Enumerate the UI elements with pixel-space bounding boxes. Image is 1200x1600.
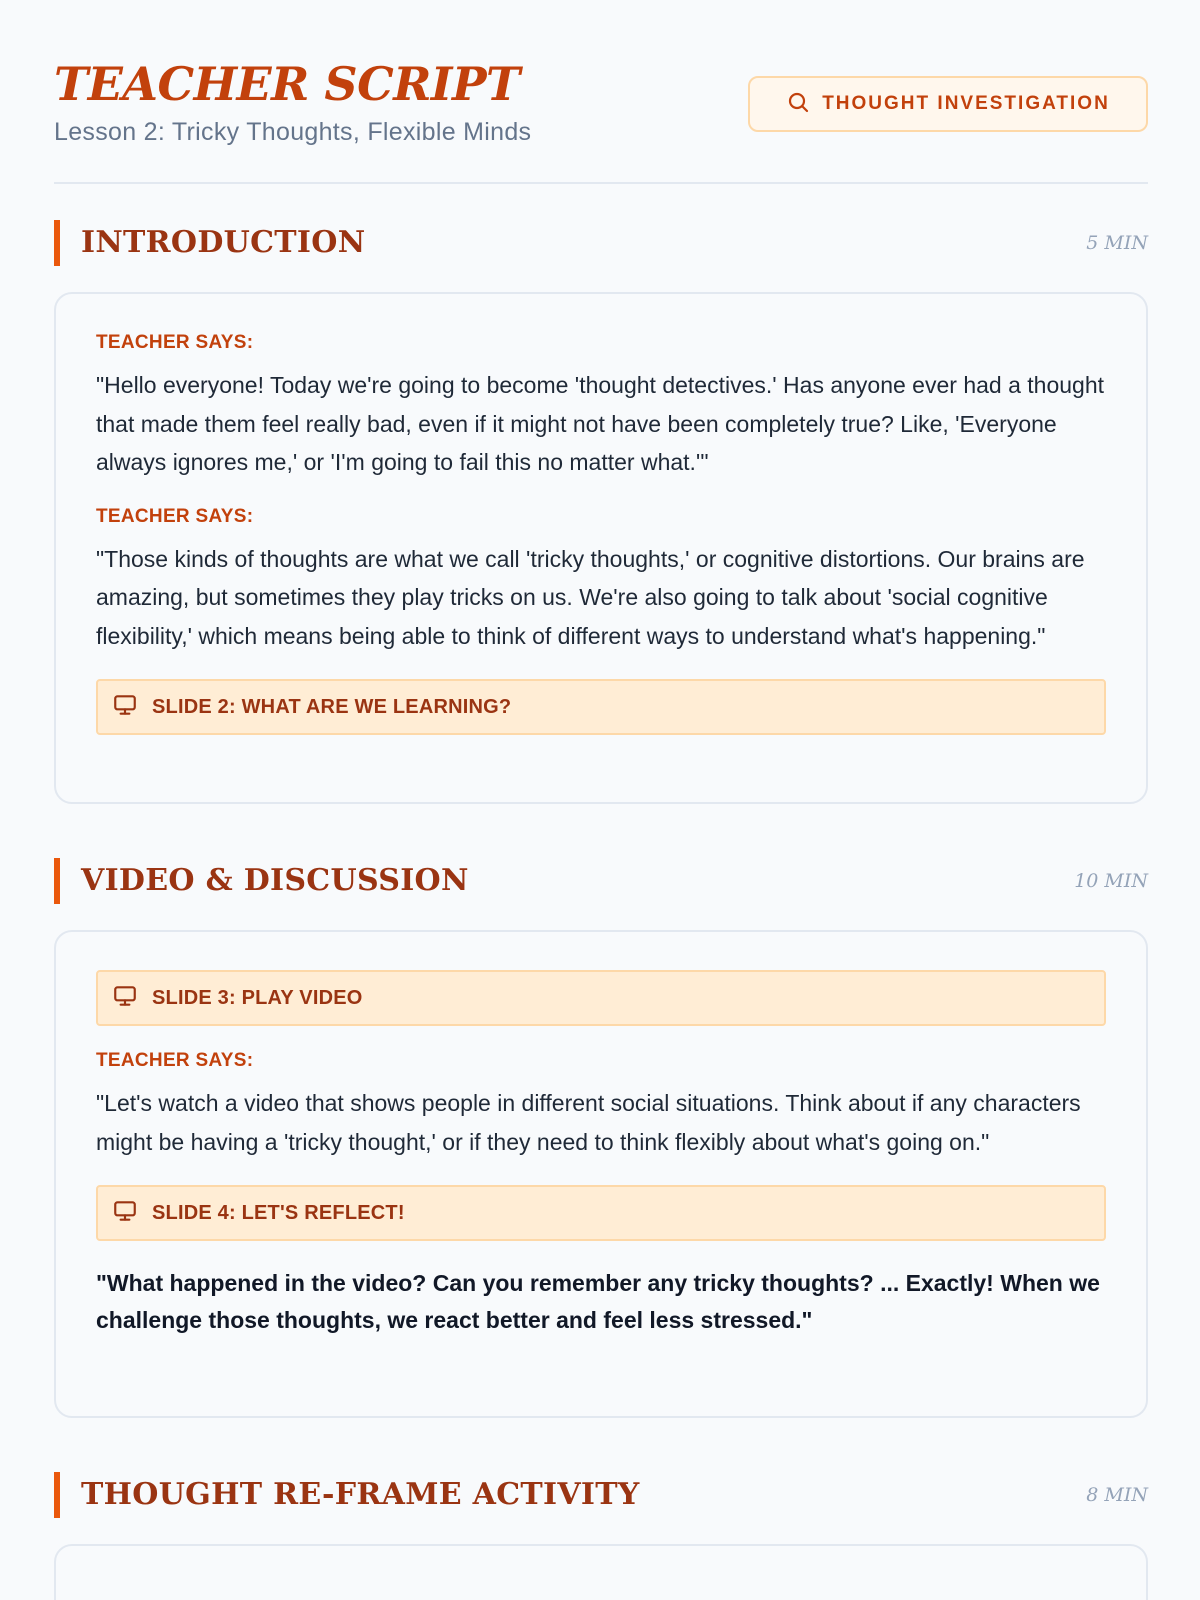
teacher-says-label: TEACHER SAYS: bbox=[96, 505, 254, 527]
slide-cue-label: SLIDE 2: WHAT ARE WE LEARNING? bbox=[152, 695, 512, 718]
slide-cue bbox=[96, 1185, 1106, 1241]
section-title: INTRODUCTION bbox=[81, 225, 366, 260]
monitor-icon bbox=[112, 692, 138, 723]
section-card-introduction bbox=[54, 292, 1148, 804]
teacher-says-label: TEACHER SAYS: bbox=[96, 332, 254, 353]
section-accent-bar bbox=[54, 858, 60, 904]
section-header-thought-reframe bbox=[54, 1472, 1148, 1518]
lesson-subtitle: Lesson 2: Tricky Thoughts, Flexible Minds bbox=[54, 118, 532, 146]
slide-cue-label: SLIDE 4: LET'S REFLECT! bbox=[152, 1201, 405, 1224]
section-card-thought-reframe bbox=[54, 1544, 1148, 1600]
section-header-video-discussion bbox=[54, 858, 1148, 904]
monitor-icon bbox=[112, 1198, 138, 1229]
section-duration: 8 MIN bbox=[1086, 1484, 1148, 1506]
thought-investigation-badge bbox=[748, 76, 1148, 132]
slide-cue bbox=[96, 679, 1106, 735]
slide-cue-label: SLIDE 3: PLAY VIDEO bbox=[152, 986, 363, 1009]
section-title: VIDEO & DISCUSSION bbox=[81, 863, 469, 898]
page-title: TEACHER SCRIPT bbox=[54, 57, 520, 111]
section-duration: 10 MIN bbox=[1074, 870, 1148, 892]
section-header-introduction bbox=[54, 220, 1148, 266]
teacher-says-text: "Those kinds of thoughts are what we call 'tricky thoughts,' or cognitive distortions. Our brains are amazing, but sometimes they play tricks on us. We're also going to talk about 'social cognitive flexibility,' which means being able to think of different ways to understand what's happening." bbox=[96, 545, 1085, 649]
section-accent-bar bbox=[54, 220, 60, 266]
teacher-says-text: "Let's watch a video that shows people in different social situations. Think about if any characters might be having a 'tricky thought,' or if they need to think flexibly about what's going on." bbox=[96, 1090, 1081, 1155]
page-header bbox=[54, 54, 1148, 184]
section-duration: 5 MIN bbox=[1086, 232, 1148, 254]
section-card-video-discussion bbox=[54, 930, 1148, 1418]
badge-label: THOUGHT INVESTIGATION bbox=[822, 93, 1110, 114]
search-icon bbox=[786, 90, 810, 119]
discussion-quote: "What happened in the video? Can you remember any tricky thoughts? ... Exactly! When we challenge those thoughts, we react better and feel less stressed." bbox=[96, 1270, 1100, 1333]
monitor-icon bbox=[112, 983, 138, 1014]
section-accent-bar bbox=[54, 1472, 60, 1518]
teacher-says-text: "Hello everyone! Today we're going to become 'thought detectives.' Has anyone ever had a thought that made them feel really bad, even if it might not have been completely true? Like, 'Everyone always ignores me,' or 'I'm going to fail this no matter what.'" bbox=[96, 372, 1105, 475]
slide-cue bbox=[96, 970, 1106, 1026]
teacher-says-label: TEACHER SAYS: bbox=[96, 1050, 254, 1071]
section-title: THOUGHT RE-FRAME ACTIVITY bbox=[81, 1477, 640, 1512]
